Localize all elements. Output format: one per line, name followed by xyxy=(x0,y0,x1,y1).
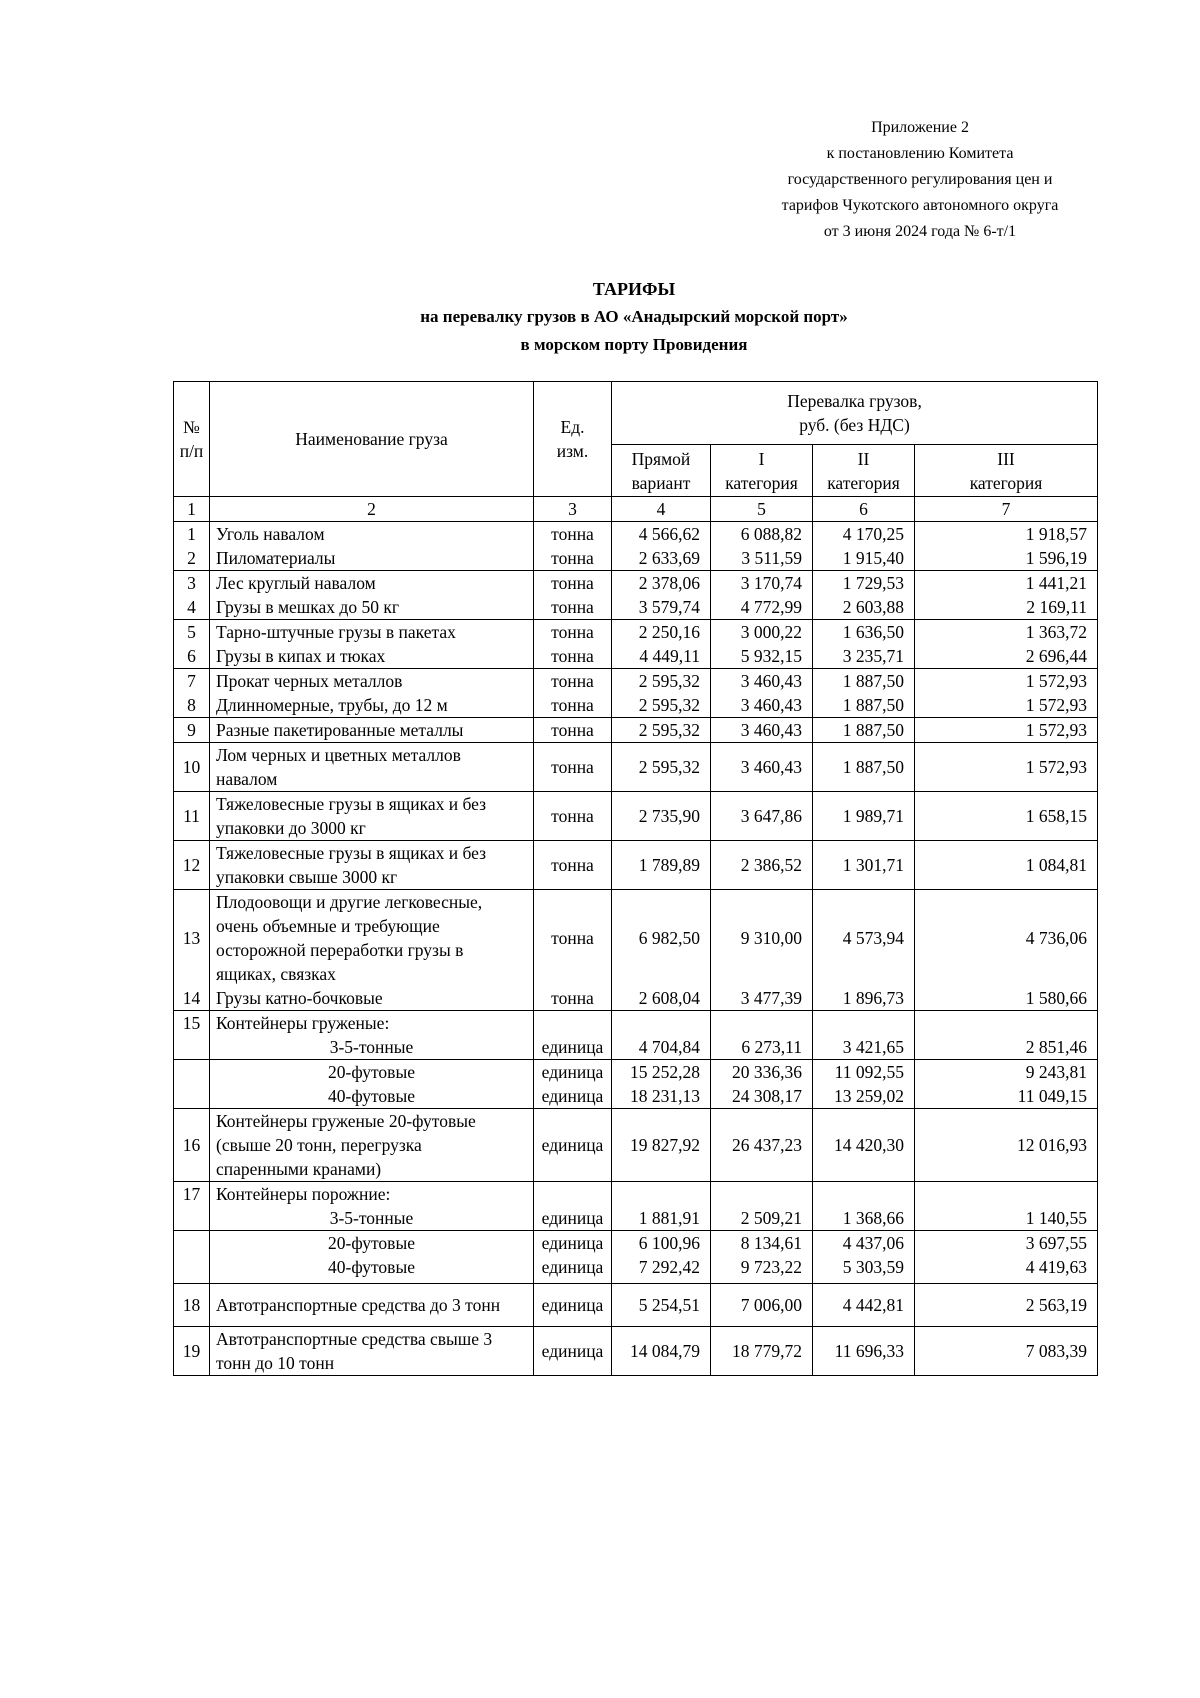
header-line: категория xyxy=(827,472,900,493)
row-value xyxy=(813,1182,915,1207)
header-unit-line: Ед. xyxy=(560,417,585,437)
row-value: 4 419,63 xyxy=(915,1255,1098,1283)
table-row xyxy=(174,841,1098,890)
row-value: 3 460,43 xyxy=(711,669,813,694)
row-unit: тонна xyxy=(534,986,612,1011)
header-group-line: руб. (без НДС) xyxy=(799,415,910,435)
row-name-line: ящиках, связках xyxy=(216,964,336,984)
row-value: 1 989,71 xyxy=(813,792,915,841)
title-line: ТАРИФЫ xyxy=(592,279,676,299)
row-num xyxy=(174,1206,210,1231)
row-num: 11 xyxy=(174,792,210,841)
tariffs-table xyxy=(173,381,1098,1376)
table-row xyxy=(174,1283,1098,1326)
row-value: 1 301,71 xyxy=(813,841,915,890)
row-value: 1 580,66 xyxy=(915,986,1098,1011)
row-num: 15 xyxy=(174,1011,210,1036)
appendix-line: государственного регулирования цен и xyxy=(787,171,1053,188)
row-value: 1 441,21 xyxy=(915,571,1098,596)
header-line: категория xyxy=(969,472,1043,493)
appendix-line: к постановлению Комитета xyxy=(826,145,1014,162)
row-unit: тонна xyxy=(534,546,612,571)
row-subname: 3-5-тонные xyxy=(210,1206,534,1231)
row-num: 13 xyxy=(174,890,210,987)
header-line: II xyxy=(857,448,870,469)
row-value: 3 647,86 xyxy=(711,792,813,841)
row-value: 2 633,69 xyxy=(612,546,711,571)
row-name-line: упаковки свыше 3000 кг xyxy=(216,867,398,887)
col-number: 2 xyxy=(210,497,534,522)
row-num: 12 xyxy=(174,841,210,890)
row-name-line: Лом черных и цветных металлов xyxy=(216,745,461,765)
row-num xyxy=(174,1060,210,1085)
row-name: Контейнеры порожние: xyxy=(210,1182,534,1207)
table-row xyxy=(174,620,1098,645)
row-value: 20 336,36 xyxy=(711,1060,813,1085)
row-value: 2 608,04 xyxy=(612,986,711,1011)
row-name: Грузы в кипах и тюках xyxy=(210,644,534,669)
table-row xyxy=(174,669,1098,694)
row-unit: тонна xyxy=(534,718,612,743)
row-num xyxy=(174,1255,210,1283)
row-value: 1 887,50 xyxy=(813,669,915,694)
row-name-line: Автотранспортные средства свыше 3 xyxy=(216,1328,493,1349)
row-name-line: спаренными кранами) xyxy=(216,1159,382,1179)
row-value: 1 140,55 xyxy=(915,1206,1098,1231)
header-col-6 xyxy=(813,445,915,497)
row-value: 2 851,46 xyxy=(915,1035,1098,1060)
row-num: 8 xyxy=(174,693,210,718)
row-value: 3 579,74 xyxy=(612,595,711,620)
table-row xyxy=(174,571,1098,596)
col-number: 6 xyxy=(813,497,915,522)
table-row xyxy=(174,718,1098,743)
row-value: 2 595,32 xyxy=(612,718,711,743)
row-subname: 40-футовые xyxy=(210,1084,534,1109)
row-num: 14 xyxy=(174,986,210,1011)
row-value: 11 092,55 xyxy=(813,1060,915,1085)
row-name: Контейнеры груженые: xyxy=(210,1011,534,1036)
row-name: Длинномерные, трубы, до 12 м xyxy=(210,693,534,718)
row-name: Уголь навалом xyxy=(210,522,534,547)
row-value: 1 729,53 xyxy=(813,571,915,596)
row-value: 6 100,96 xyxy=(612,1231,711,1256)
row-value: 3 460,43 xyxy=(711,718,813,743)
row-value: 4 736,06 xyxy=(915,890,1098,987)
header-group xyxy=(612,382,1098,445)
row-unit: единица xyxy=(534,1231,612,1256)
row-value: 1 368,66 xyxy=(813,1206,915,1231)
title-line: на перевалку грузов в АО «Анадырский морской порт» xyxy=(420,307,848,326)
row-value: 1 881,91 xyxy=(612,1206,711,1231)
header-col-7 xyxy=(915,445,1098,497)
row-value: 18 779,72 xyxy=(711,1326,813,1375)
row-name-line: осторожной переработки грузы в xyxy=(216,940,464,960)
row-value: 1 915,40 xyxy=(813,546,915,571)
row-value: 4 704,84 xyxy=(612,1035,711,1060)
row-value: 18 231,13 xyxy=(612,1084,711,1109)
row-name-line: Тяжеловесные грузы в ящиках и без xyxy=(216,843,487,863)
row-unit: тонна xyxy=(534,644,612,669)
row-value: 4 442,81 xyxy=(813,1283,915,1326)
row-name xyxy=(210,1109,534,1182)
table-row xyxy=(174,644,1098,669)
row-value: 3 235,71 xyxy=(813,644,915,669)
row-value: 5 932,15 xyxy=(711,644,813,669)
row-value: 1 918,57 xyxy=(915,522,1098,547)
row-num: 18 xyxy=(174,1283,210,1326)
row-unit: тонна xyxy=(534,792,612,841)
header-line: вариант xyxy=(631,472,691,493)
row-num: 19 xyxy=(174,1326,210,1375)
row-name-line: тонн до 10 тонн xyxy=(216,1352,335,1373)
row-name-line: Плодоовощи и другие легковесные, xyxy=(216,892,483,912)
table-row xyxy=(174,1206,1098,1231)
row-value: 4 437,06 xyxy=(813,1231,915,1256)
row-unit xyxy=(534,1011,612,1036)
row-unit: тонна xyxy=(534,743,612,792)
row-value: 3 697,55 xyxy=(915,1231,1098,1256)
row-value: 4 170,25 xyxy=(813,522,915,547)
row-name: Лес круглый навалом xyxy=(210,571,534,596)
row-unit: единица xyxy=(534,1109,612,1182)
table-row xyxy=(174,693,1098,718)
row-value: 1 572,93 xyxy=(915,693,1098,718)
row-name-line: навалом xyxy=(216,769,278,789)
row-value: 3 477,39 xyxy=(711,986,813,1011)
row-value xyxy=(813,1011,915,1036)
row-value: 2 595,32 xyxy=(612,743,711,792)
row-unit: тонна xyxy=(534,620,612,645)
appendix-line: тарифов Чукотского автономного округа xyxy=(781,197,1059,214)
title-line: в морском порту Провидения xyxy=(520,335,748,354)
row-value: 9 310,00 xyxy=(711,890,813,987)
row-value: 14 420,30 xyxy=(813,1109,915,1182)
row-unit: тонна xyxy=(534,669,612,694)
row-unit: единица xyxy=(534,1255,612,1283)
row-value: 1 887,50 xyxy=(813,718,915,743)
col-number: 4 xyxy=(612,497,711,522)
row-value: 26 437,23 xyxy=(711,1109,813,1182)
appendix-note xyxy=(740,115,1100,245)
appendix-line: от 3 июня 2024 года № 6-т/1 xyxy=(823,223,1017,240)
row-value: 2 386,52 xyxy=(711,841,813,890)
row-value: 1 572,93 xyxy=(915,743,1098,792)
row-value xyxy=(915,1182,1098,1207)
row-num: 10 xyxy=(174,743,210,792)
row-value: 19 827,92 xyxy=(612,1109,711,1182)
row-value: 2 509,21 xyxy=(711,1206,813,1231)
table-row xyxy=(174,1084,1098,1109)
row-value: 2 563,19 xyxy=(915,1283,1098,1326)
row-value: 2 603,88 xyxy=(813,595,915,620)
row-value: 1 887,50 xyxy=(813,743,915,792)
row-value: 12 016,93 xyxy=(915,1109,1098,1182)
table-row xyxy=(174,986,1098,1011)
row-unit: единица xyxy=(534,1035,612,1060)
table-row xyxy=(174,546,1098,571)
table-row xyxy=(174,1255,1098,1283)
row-name xyxy=(210,743,534,792)
header-line: III xyxy=(997,448,1015,469)
row-value: 5 254,51 xyxy=(612,1283,711,1326)
row-value xyxy=(711,1182,813,1207)
row-value: 4 772,99 xyxy=(711,595,813,620)
row-value: 5 303,59 xyxy=(813,1255,915,1283)
row-num xyxy=(174,1084,210,1109)
row-value: 24 308,17 xyxy=(711,1084,813,1109)
row-unit: тонна xyxy=(534,890,612,987)
row-value: 1 084,81 xyxy=(915,841,1098,890)
row-num: 6 xyxy=(174,644,210,669)
table-row xyxy=(174,1231,1098,1256)
header-group-line: Перевалка грузов, xyxy=(787,391,922,411)
table-row xyxy=(174,595,1098,620)
row-name-line: очень объемные и требующие xyxy=(216,916,440,936)
header-unit xyxy=(534,382,612,497)
table-row xyxy=(174,1109,1098,1182)
table-row xyxy=(174,1060,1098,1085)
row-value: 3 460,43 xyxy=(711,743,813,792)
header-line: I xyxy=(758,448,765,469)
row-value: 4 573,94 xyxy=(813,890,915,987)
row-name: Разные пакетированные металлы xyxy=(210,718,534,743)
row-value: 9 243,81 xyxy=(915,1060,1098,1085)
row-value: 15 252,28 xyxy=(612,1060,711,1085)
row-value: 3 170,74 xyxy=(711,571,813,596)
row-value: 11 696,33 xyxy=(813,1326,915,1375)
row-value: 1 596,19 xyxy=(915,546,1098,571)
row-unit: единица xyxy=(534,1060,612,1085)
table-header xyxy=(174,382,1098,522)
table-row xyxy=(174,1011,1098,1036)
row-name: Автотранспортные средства до 3 тонн xyxy=(210,1283,534,1326)
row-value: 6 982,50 xyxy=(612,890,711,987)
column-numbers-row xyxy=(174,497,1098,522)
row-num: 7 xyxy=(174,669,210,694)
row-num: 17 xyxy=(174,1182,210,1207)
row-value xyxy=(915,1011,1098,1036)
table-row xyxy=(174,743,1098,792)
table-row xyxy=(174,890,1098,987)
row-name: Пиломатериалы xyxy=(210,546,534,571)
row-num: 3 xyxy=(174,571,210,596)
row-value: 9 723,22 xyxy=(711,1255,813,1283)
row-value: 2 735,90 xyxy=(612,792,711,841)
row-value: 1 658,15 xyxy=(915,792,1098,841)
row-unit xyxy=(534,1182,612,1207)
row-unit: тонна xyxy=(534,522,612,547)
row-value: 1 789,89 xyxy=(612,841,711,890)
row-value: 2 696,44 xyxy=(915,644,1098,669)
row-value xyxy=(711,1011,813,1036)
header-col-4 xyxy=(612,445,711,497)
row-subname: 3-5-тонные xyxy=(210,1035,534,1060)
row-value: 14 084,79 xyxy=(612,1326,711,1375)
row-name-line: Контейнеры груженые 20-футовые xyxy=(216,1111,476,1131)
row-unit: единица xyxy=(534,1206,612,1231)
row-name: Тарно-штучные грузы в пакетах xyxy=(210,620,534,645)
row-num: 16 xyxy=(174,1109,210,1182)
row-name-line: упаковки до 3000 кг xyxy=(216,818,366,838)
row-unit: единица xyxy=(534,1084,612,1109)
header-line: Прямой xyxy=(631,448,691,469)
row-value: 2 378,06 xyxy=(612,571,711,596)
row-unit: тонна xyxy=(534,693,612,718)
row-num: 5 xyxy=(174,620,210,645)
row-value: 3 460,43 xyxy=(711,693,813,718)
row-value: 6 088,82 xyxy=(711,522,813,547)
row-value: 7 292,42 xyxy=(612,1255,711,1283)
row-value: 2 595,32 xyxy=(612,693,711,718)
table-row xyxy=(174,1035,1098,1060)
header-num xyxy=(174,382,210,497)
row-value: 1 887,50 xyxy=(813,693,915,718)
row-value: 11 049,15 xyxy=(915,1084,1098,1109)
col-number: 5 xyxy=(711,497,813,522)
row-value: 6 273,11 xyxy=(711,1035,813,1060)
header-unit-line: изм. xyxy=(556,441,589,461)
row-subname: 20-футовые xyxy=(210,1060,534,1085)
row-name xyxy=(210,792,534,841)
header-col-5 xyxy=(711,445,813,497)
row-num: 4 xyxy=(174,595,210,620)
header-name: Наименование груза xyxy=(210,382,534,497)
row-name xyxy=(210,1326,534,1375)
row-value xyxy=(612,1182,711,1207)
row-value: 13 259,02 xyxy=(813,1084,915,1109)
row-value: 1 636,50 xyxy=(813,620,915,645)
row-name: Прокат черных металлов xyxy=(210,669,534,694)
row-name-line: Тяжеловесные грузы в ящиках и без xyxy=(216,794,487,814)
row-value: 4 449,11 xyxy=(612,644,711,669)
row-unit: тонна xyxy=(534,595,612,620)
row-value: 3 000,22 xyxy=(711,620,813,645)
col-number: 7 xyxy=(915,497,1098,522)
row-value: 1 896,73 xyxy=(813,986,915,1011)
row-unit: единица xyxy=(534,1326,612,1375)
header-num-line: п/п xyxy=(179,441,204,461)
header-line: категория xyxy=(725,472,798,493)
table-row xyxy=(174,522,1098,547)
table-row xyxy=(174,1182,1098,1207)
row-unit: единица xyxy=(534,1283,612,1326)
row-subname: 40-футовые xyxy=(210,1255,534,1283)
row-value: 1 363,72 xyxy=(915,620,1098,645)
appendix-line: Приложение 2 xyxy=(871,119,969,136)
row-name xyxy=(210,890,534,987)
row-value xyxy=(612,1011,711,1036)
row-value: 1 572,93 xyxy=(915,718,1098,743)
row-unit: тонна xyxy=(534,571,612,596)
row-value: 8 134,61 xyxy=(711,1231,813,1256)
row-name: Грузы в мешках до 50 кг xyxy=(210,595,534,620)
row-name: Грузы катно-бочковые xyxy=(210,986,534,1011)
row-value: 1 572,93 xyxy=(915,669,1098,694)
row-num xyxy=(174,1035,210,1060)
row-value: 3 421,65 xyxy=(813,1035,915,1060)
row-value: 2 169,11 xyxy=(915,595,1098,620)
row-unit: тонна xyxy=(534,841,612,890)
row-value: 7 006,00 xyxy=(711,1283,813,1326)
row-value: 2 250,16 xyxy=(612,620,711,645)
document-title xyxy=(173,275,1095,359)
row-name xyxy=(210,841,534,890)
row-num: 1 xyxy=(174,522,210,547)
row-subname: 20-футовые xyxy=(210,1231,534,1256)
table-row xyxy=(174,792,1098,841)
row-value: 3 511,59 xyxy=(711,546,813,571)
row-value: 2 595,32 xyxy=(612,669,711,694)
col-number: 3 xyxy=(534,497,612,522)
row-num xyxy=(174,1231,210,1256)
row-value: 7 083,39 xyxy=(915,1326,1098,1375)
row-num: 2 xyxy=(174,546,210,571)
header-num-line: № xyxy=(183,417,200,437)
table-row xyxy=(174,1326,1098,1375)
row-value: 4 566,62 xyxy=(612,522,711,547)
row-num: 9 xyxy=(174,718,210,743)
col-number: 1 xyxy=(174,497,210,522)
row-name-line: (свыше 20 тонн, перегрузка xyxy=(216,1135,422,1155)
